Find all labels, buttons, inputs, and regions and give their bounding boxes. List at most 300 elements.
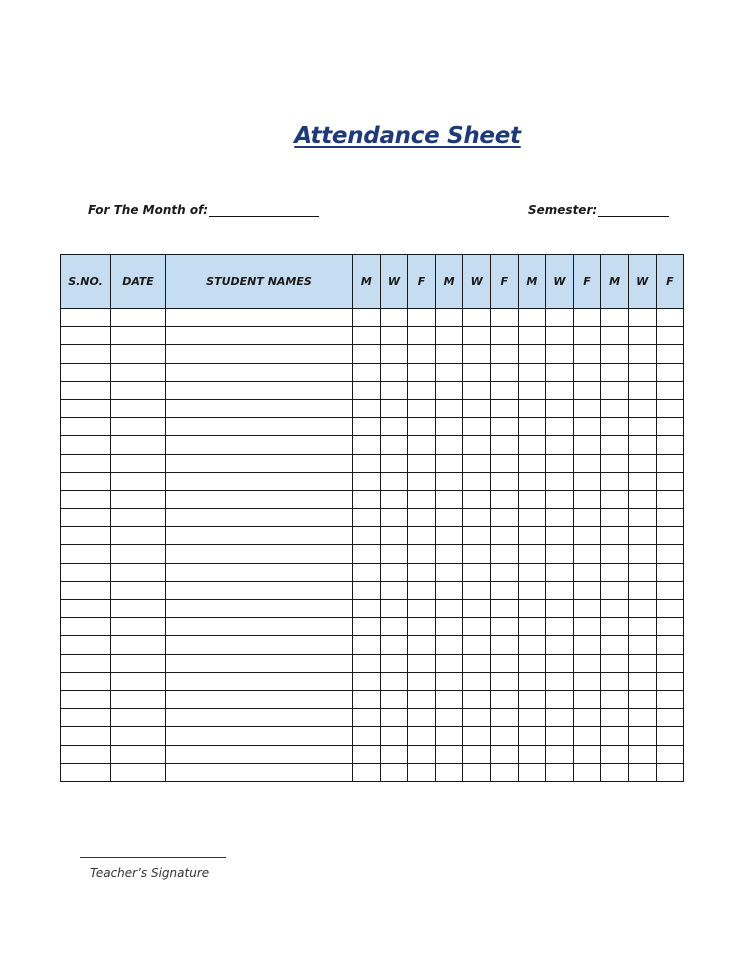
- cell-attendance[interactable]: [546, 345, 574, 363]
- cell-attendance[interactable]: [573, 563, 601, 581]
- cell-attendance[interactable]: [573, 763, 601, 781]
- cell-attendance[interactable]: [353, 490, 381, 508]
- cell-attendance[interactable]: [435, 363, 463, 381]
- cell-attendance[interactable]: [628, 709, 656, 727]
- cell-attendance[interactable]: [573, 472, 601, 490]
- cell-attendance[interactable]: [573, 436, 601, 454]
- cell-attendance[interactable]: [628, 418, 656, 436]
- cell-attendance[interactable]: [628, 527, 656, 545]
- cell-attendance[interactable]: [380, 309, 408, 327]
- cell-attendance[interactable]: [546, 763, 574, 781]
- cell-student-name[interactable]: [166, 654, 353, 672]
- cell-attendance[interactable]: [490, 763, 518, 781]
- cell-attendance[interactable]: [518, 727, 546, 745]
- cell-attendance[interactable]: [573, 581, 601, 599]
- cell-attendance[interactable]: [573, 527, 601, 545]
- cell-attendance[interactable]: [656, 600, 684, 618]
- cell-sno[interactable]: [61, 509, 111, 527]
- cell-attendance[interactable]: [435, 309, 463, 327]
- cell-attendance[interactable]: [408, 381, 436, 399]
- cell-sno[interactable]: [61, 636, 111, 654]
- cell-date[interactable]: [111, 727, 166, 745]
- cell-attendance[interactable]: [408, 399, 436, 417]
- cell-attendance[interactable]: [656, 618, 684, 636]
- cell-attendance[interactable]: [435, 727, 463, 745]
- cell-student-name[interactable]: [166, 527, 353, 545]
- cell-attendance[interactable]: [518, 618, 546, 636]
- cell-attendance[interactable]: [518, 545, 546, 563]
- cell-date[interactable]: [111, 545, 166, 563]
- cell-sno[interactable]: [61, 600, 111, 618]
- cell-attendance[interactable]: [435, 690, 463, 708]
- cell-attendance[interactable]: [518, 690, 546, 708]
- cell-attendance[interactable]: [628, 436, 656, 454]
- cell-attendance[interactable]: [546, 581, 574, 599]
- cell-attendance[interactable]: [435, 345, 463, 363]
- cell-date[interactable]: [111, 563, 166, 581]
- cell-attendance[interactable]: [546, 327, 574, 345]
- cell-attendance[interactable]: [628, 345, 656, 363]
- cell-attendance[interactable]: [573, 745, 601, 763]
- cell-date[interactable]: [111, 745, 166, 763]
- cell-date[interactable]: [111, 654, 166, 672]
- cell-attendance[interactable]: [463, 672, 491, 690]
- cell-attendance[interactable]: [518, 654, 546, 672]
- cell-attendance[interactable]: [408, 472, 436, 490]
- cell-sno[interactable]: [61, 709, 111, 727]
- cell-attendance[interactable]: [380, 727, 408, 745]
- month-blank-line[interactable]: [209, 204, 319, 217]
- cell-attendance[interactable]: [435, 672, 463, 690]
- cell-attendance[interactable]: [573, 709, 601, 727]
- cell-sno[interactable]: [61, 418, 111, 436]
- cell-attendance[interactable]: [353, 399, 381, 417]
- cell-attendance[interactable]: [628, 763, 656, 781]
- cell-attendance[interactable]: [408, 454, 436, 472]
- cell-attendance[interactable]: [628, 509, 656, 527]
- cell-attendance[interactable]: [518, 563, 546, 581]
- cell-attendance[interactable]: [435, 472, 463, 490]
- cell-attendance[interactable]: [656, 472, 684, 490]
- cell-attendance[interactable]: [628, 654, 656, 672]
- cell-attendance[interactable]: [463, 472, 491, 490]
- cell-attendance[interactable]: [380, 527, 408, 545]
- cell-attendance[interactable]: [490, 418, 518, 436]
- cell-attendance[interactable]: [573, 454, 601, 472]
- cell-attendance[interactable]: [656, 490, 684, 508]
- cell-attendance[interactable]: [380, 763, 408, 781]
- cell-attendance[interactable]: [490, 381, 518, 399]
- cell-attendance[interactable]: [601, 399, 629, 417]
- cell-date[interactable]: [111, 672, 166, 690]
- cell-attendance[interactable]: [546, 672, 574, 690]
- cell-attendance[interactable]: [656, 436, 684, 454]
- cell-attendance[interactable]: [573, 309, 601, 327]
- cell-attendance[interactable]: [546, 600, 574, 618]
- cell-attendance[interactable]: [573, 327, 601, 345]
- cell-attendance[interactable]: [463, 527, 491, 545]
- cell-date[interactable]: [111, 490, 166, 508]
- cell-attendance[interactable]: [353, 436, 381, 454]
- cell-attendance[interactable]: [380, 381, 408, 399]
- cell-attendance[interactable]: [435, 399, 463, 417]
- cell-attendance[interactable]: [408, 563, 436, 581]
- cell-attendance[interactable]: [490, 654, 518, 672]
- cell-sno[interactable]: [61, 563, 111, 581]
- cell-attendance[interactable]: [656, 309, 684, 327]
- cell-attendance[interactable]: [546, 690, 574, 708]
- cell-attendance[interactable]: [380, 545, 408, 563]
- cell-attendance[interactable]: [380, 472, 408, 490]
- cell-date[interactable]: [111, 309, 166, 327]
- cell-attendance[interactable]: [546, 527, 574, 545]
- cell-attendance[interactable]: [490, 727, 518, 745]
- cell-attendance[interactable]: [546, 618, 574, 636]
- cell-date[interactable]: [111, 399, 166, 417]
- cell-student-name[interactable]: [166, 690, 353, 708]
- cell-date[interactable]: [111, 581, 166, 599]
- cell-attendance[interactable]: [601, 618, 629, 636]
- cell-attendance[interactable]: [573, 618, 601, 636]
- cell-attendance[interactable]: [435, 436, 463, 454]
- cell-attendance[interactable]: [463, 690, 491, 708]
- cell-attendance[interactable]: [353, 327, 381, 345]
- cell-attendance[interactable]: [573, 545, 601, 563]
- cell-attendance[interactable]: [601, 636, 629, 654]
- cell-attendance[interactable]: [518, 600, 546, 618]
- cell-attendance[interactable]: [656, 527, 684, 545]
- cell-student-name[interactable]: [166, 636, 353, 654]
- cell-attendance[interactable]: [573, 345, 601, 363]
- cell-attendance[interactable]: [435, 527, 463, 545]
- cell-attendance[interactable]: [435, 545, 463, 563]
- cell-attendance[interactable]: [463, 654, 491, 672]
- cell-attendance[interactable]: [408, 690, 436, 708]
- cell-attendance[interactable]: [656, 454, 684, 472]
- cell-attendance[interactable]: [573, 490, 601, 508]
- cell-attendance[interactable]: [656, 672, 684, 690]
- cell-sno[interactable]: [61, 654, 111, 672]
- cell-attendance[interactable]: [601, 563, 629, 581]
- cell-attendance[interactable]: [353, 563, 381, 581]
- cell-attendance[interactable]: [628, 690, 656, 708]
- cell-attendance[interactable]: [601, 509, 629, 527]
- cell-attendance[interactable]: [573, 399, 601, 417]
- cell-attendance[interactable]: [353, 454, 381, 472]
- cell-attendance[interactable]: [518, 581, 546, 599]
- cell-attendance[interactable]: [546, 436, 574, 454]
- cell-attendance[interactable]: [490, 345, 518, 363]
- cell-attendance[interactable]: [463, 418, 491, 436]
- cell-attendance[interactable]: [628, 745, 656, 763]
- cell-attendance[interactable]: [601, 763, 629, 781]
- cell-attendance[interactable]: [601, 600, 629, 618]
- cell-attendance[interactable]: [353, 345, 381, 363]
- cell-attendance[interactable]: [573, 509, 601, 527]
- semester-blank-line[interactable]: [598, 204, 669, 217]
- cell-sno[interactable]: [61, 672, 111, 690]
- cell-attendance[interactable]: [435, 581, 463, 599]
- cell-attendance[interactable]: [656, 545, 684, 563]
- cell-attendance[interactable]: [435, 454, 463, 472]
- cell-attendance[interactable]: [628, 636, 656, 654]
- cell-attendance[interactable]: [656, 636, 684, 654]
- cell-student-name[interactable]: [166, 600, 353, 618]
- cell-student-name[interactable]: [166, 399, 353, 417]
- cell-attendance[interactable]: [601, 363, 629, 381]
- cell-attendance[interactable]: [435, 763, 463, 781]
- cell-attendance[interactable]: [380, 399, 408, 417]
- cell-sno[interactable]: [61, 581, 111, 599]
- cell-attendance[interactable]: [490, 472, 518, 490]
- cell-attendance[interactable]: [490, 327, 518, 345]
- cell-student-name[interactable]: [166, 672, 353, 690]
- cell-sno[interactable]: [61, 545, 111, 563]
- cell-sno[interactable]: [61, 727, 111, 745]
- cell-attendance[interactable]: [380, 509, 408, 527]
- cell-date[interactable]: [111, 454, 166, 472]
- cell-sno[interactable]: [61, 345, 111, 363]
- cell-sno[interactable]: [61, 454, 111, 472]
- cell-attendance[interactable]: [490, 636, 518, 654]
- cell-attendance[interactable]: [380, 327, 408, 345]
- cell-attendance[interactable]: [601, 727, 629, 745]
- cell-attendance[interactable]: [408, 363, 436, 381]
- cell-attendance[interactable]: [518, 763, 546, 781]
- cell-attendance[interactable]: [380, 418, 408, 436]
- cell-attendance[interactable]: [628, 309, 656, 327]
- cell-sno[interactable]: [61, 363, 111, 381]
- cell-attendance[interactable]: [546, 454, 574, 472]
- cell-attendance[interactable]: [628, 618, 656, 636]
- cell-attendance[interactable]: [435, 618, 463, 636]
- cell-attendance[interactable]: [408, 545, 436, 563]
- cell-attendance[interactable]: [573, 600, 601, 618]
- cell-attendance[interactable]: [490, 436, 518, 454]
- cell-attendance[interactable]: [408, 490, 436, 508]
- cell-attendance[interactable]: [573, 363, 601, 381]
- cell-student-name[interactable]: [166, 436, 353, 454]
- cell-attendance[interactable]: [518, 399, 546, 417]
- cell-attendance[interactable]: [463, 618, 491, 636]
- cell-attendance[interactable]: [353, 472, 381, 490]
- cell-attendance[interactable]: [380, 363, 408, 381]
- cell-attendance[interactable]: [628, 363, 656, 381]
- cell-attendance[interactable]: [490, 672, 518, 690]
- cell-date[interactable]: [111, 363, 166, 381]
- cell-attendance[interactable]: [601, 454, 629, 472]
- cell-attendance[interactable]: [380, 563, 408, 581]
- cell-attendance[interactable]: [628, 672, 656, 690]
- cell-attendance[interactable]: [380, 709, 408, 727]
- cell-attendance[interactable]: [546, 563, 574, 581]
- cell-attendance[interactable]: [573, 636, 601, 654]
- cell-attendance[interactable]: [601, 436, 629, 454]
- cell-attendance[interactable]: [353, 636, 381, 654]
- cell-attendance[interactable]: [435, 600, 463, 618]
- cell-attendance[interactable]: [353, 418, 381, 436]
- cell-attendance[interactable]: [546, 309, 574, 327]
- cell-sno[interactable]: [61, 527, 111, 545]
- cell-attendance[interactable]: [518, 709, 546, 727]
- cell-date[interactable]: [111, 509, 166, 527]
- cell-attendance[interactable]: [656, 745, 684, 763]
- cell-attendance[interactable]: [408, 309, 436, 327]
- cell-attendance[interactable]: [656, 563, 684, 581]
- cell-attendance[interactable]: [518, 509, 546, 527]
- cell-attendance[interactable]: [490, 509, 518, 527]
- cell-attendance[interactable]: [546, 363, 574, 381]
- cell-attendance[interactable]: [656, 763, 684, 781]
- cell-attendance[interactable]: [518, 327, 546, 345]
- cell-attendance[interactable]: [490, 490, 518, 508]
- cell-attendance[interactable]: [518, 472, 546, 490]
- cell-date[interactable]: [111, 709, 166, 727]
- cell-attendance[interactable]: [628, 454, 656, 472]
- cell-attendance[interactable]: [463, 436, 491, 454]
- cell-attendance[interactable]: [408, 436, 436, 454]
- cell-student-name[interactable]: [166, 454, 353, 472]
- cell-attendance[interactable]: [601, 527, 629, 545]
- cell-student-name[interactable]: [166, 563, 353, 581]
- cell-attendance[interactable]: [546, 472, 574, 490]
- cell-attendance[interactable]: [463, 309, 491, 327]
- cell-attendance[interactable]: [463, 327, 491, 345]
- cell-sno[interactable]: [61, 327, 111, 345]
- cell-attendance[interactable]: [656, 690, 684, 708]
- cell-student-name[interactable]: [166, 363, 353, 381]
- cell-attendance[interactable]: [353, 527, 381, 545]
- cell-sno[interactable]: [61, 472, 111, 490]
- cell-date[interactable]: [111, 436, 166, 454]
- cell-attendance[interactable]: [353, 763, 381, 781]
- cell-attendance[interactable]: [628, 490, 656, 508]
- cell-attendance[interactable]: [435, 418, 463, 436]
- cell-student-name[interactable]: [166, 327, 353, 345]
- cell-attendance[interactable]: [601, 690, 629, 708]
- cell-attendance[interactable]: [656, 418, 684, 436]
- cell-student-name[interactable]: [166, 381, 353, 399]
- cell-attendance[interactable]: [573, 690, 601, 708]
- cell-attendance[interactable]: [353, 509, 381, 527]
- cell-attendance[interactable]: [463, 509, 491, 527]
- cell-attendance[interactable]: [353, 618, 381, 636]
- cell-attendance[interactable]: [601, 490, 629, 508]
- cell-attendance[interactable]: [490, 709, 518, 727]
- cell-attendance[interactable]: [601, 545, 629, 563]
- cell-sno[interactable]: [61, 381, 111, 399]
- cell-sno[interactable]: [61, 490, 111, 508]
- cell-date[interactable]: [111, 381, 166, 399]
- cell-attendance[interactable]: [408, 672, 436, 690]
- cell-attendance[interactable]: [546, 490, 574, 508]
- cell-attendance[interactable]: [628, 545, 656, 563]
- cell-attendance[interactable]: [463, 636, 491, 654]
- cell-attendance[interactable]: [463, 563, 491, 581]
- cell-attendance[interactable]: [380, 345, 408, 363]
- cell-attendance[interactable]: [353, 363, 381, 381]
- cell-attendance[interactable]: [601, 672, 629, 690]
- cell-attendance[interactable]: [408, 709, 436, 727]
- cell-sno[interactable]: [61, 690, 111, 708]
- cell-attendance[interactable]: [518, 436, 546, 454]
- cell-attendance[interactable]: [353, 581, 381, 599]
- cell-student-name[interactable]: [166, 309, 353, 327]
- cell-attendance[interactable]: [380, 436, 408, 454]
- cell-attendance[interactable]: [380, 454, 408, 472]
- cell-sno[interactable]: [61, 436, 111, 454]
- cell-attendance[interactable]: [573, 727, 601, 745]
- cell-attendance[interactable]: [628, 581, 656, 599]
- cell-student-name[interactable]: [166, 509, 353, 527]
- cell-attendance[interactable]: [490, 745, 518, 763]
- cell-attendance[interactable]: [435, 490, 463, 508]
- cell-attendance[interactable]: [518, 490, 546, 508]
- cell-attendance[interactable]: [408, 581, 436, 599]
- cell-attendance[interactable]: [380, 581, 408, 599]
- cell-attendance[interactable]: [656, 399, 684, 417]
- cell-attendance[interactable]: [546, 545, 574, 563]
- cell-attendance[interactable]: [490, 545, 518, 563]
- cell-attendance[interactable]: [380, 654, 408, 672]
- cell-attendance[interactable]: [380, 690, 408, 708]
- cell-student-name[interactable]: [166, 545, 353, 563]
- cell-attendance[interactable]: [353, 654, 381, 672]
- cell-attendance[interactable]: [408, 345, 436, 363]
- cell-attendance[interactable]: [546, 727, 574, 745]
- cell-attendance[interactable]: [463, 399, 491, 417]
- cell-date[interactable]: [111, 763, 166, 781]
- cell-attendance[interactable]: [408, 654, 436, 672]
- cell-sno[interactable]: [61, 745, 111, 763]
- cell-attendance[interactable]: [546, 509, 574, 527]
- cell-attendance[interactable]: [628, 399, 656, 417]
- cell-attendance[interactable]: [380, 636, 408, 654]
- cell-attendance[interactable]: [463, 763, 491, 781]
- cell-attendance[interactable]: [353, 600, 381, 618]
- cell-attendance[interactable]: [656, 363, 684, 381]
- cell-attendance[interactable]: [490, 309, 518, 327]
- cell-attendance[interactable]: [656, 327, 684, 345]
- cell-sno[interactable]: [61, 618, 111, 636]
- cell-attendance[interactable]: [546, 381, 574, 399]
- cell-attendance[interactable]: [408, 509, 436, 527]
- cell-attendance[interactable]: [573, 654, 601, 672]
- cell-attendance[interactable]: [656, 509, 684, 527]
- cell-attendance[interactable]: [518, 454, 546, 472]
- cell-attendance[interactable]: [435, 709, 463, 727]
- cell-attendance[interactable]: [518, 345, 546, 363]
- cell-attendance[interactable]: [490, 454, 518, 472]
- cell-date[interactable]: [111, 527, 166, 545]
- cell-attendance[interactable]: [353, 745, 381, 763]
- cell-attendance[interactable]: [628, 727, 656, 745]
- cell-date[interactable]: [111, 690, 166, 708]
- cell-attendance[interactable]: [463, 600, 491, 618]
- cell-attendance[interactable]: [353, 672, 381, 690]
- cell-attendance[interactable]: [408, 727, 436, 745]
- cell-attendance[interactable]: [408, 600, 436, 618]
- cell-sno[interactable]: [61, 399, 111, 417]
- cell-attendance[interactable]: [380, 745, 408, 763]
- cell-attendance[interactable]: [628, 381, 656, 399]
- cell-date[interactable]: [111, 418, 166, 436]
- cell-attendance[interactable]: [656, 345, 684, 363]
- cell-date[interactable]: [111, 636, 166, 654]
- cell-date[interactable]: [111, 472, 166, 490]
- cell-attendance[interactable]: [463, 709, 491, 727]
- cell-attendance[interactable]: [601, 418, 629, 436]
